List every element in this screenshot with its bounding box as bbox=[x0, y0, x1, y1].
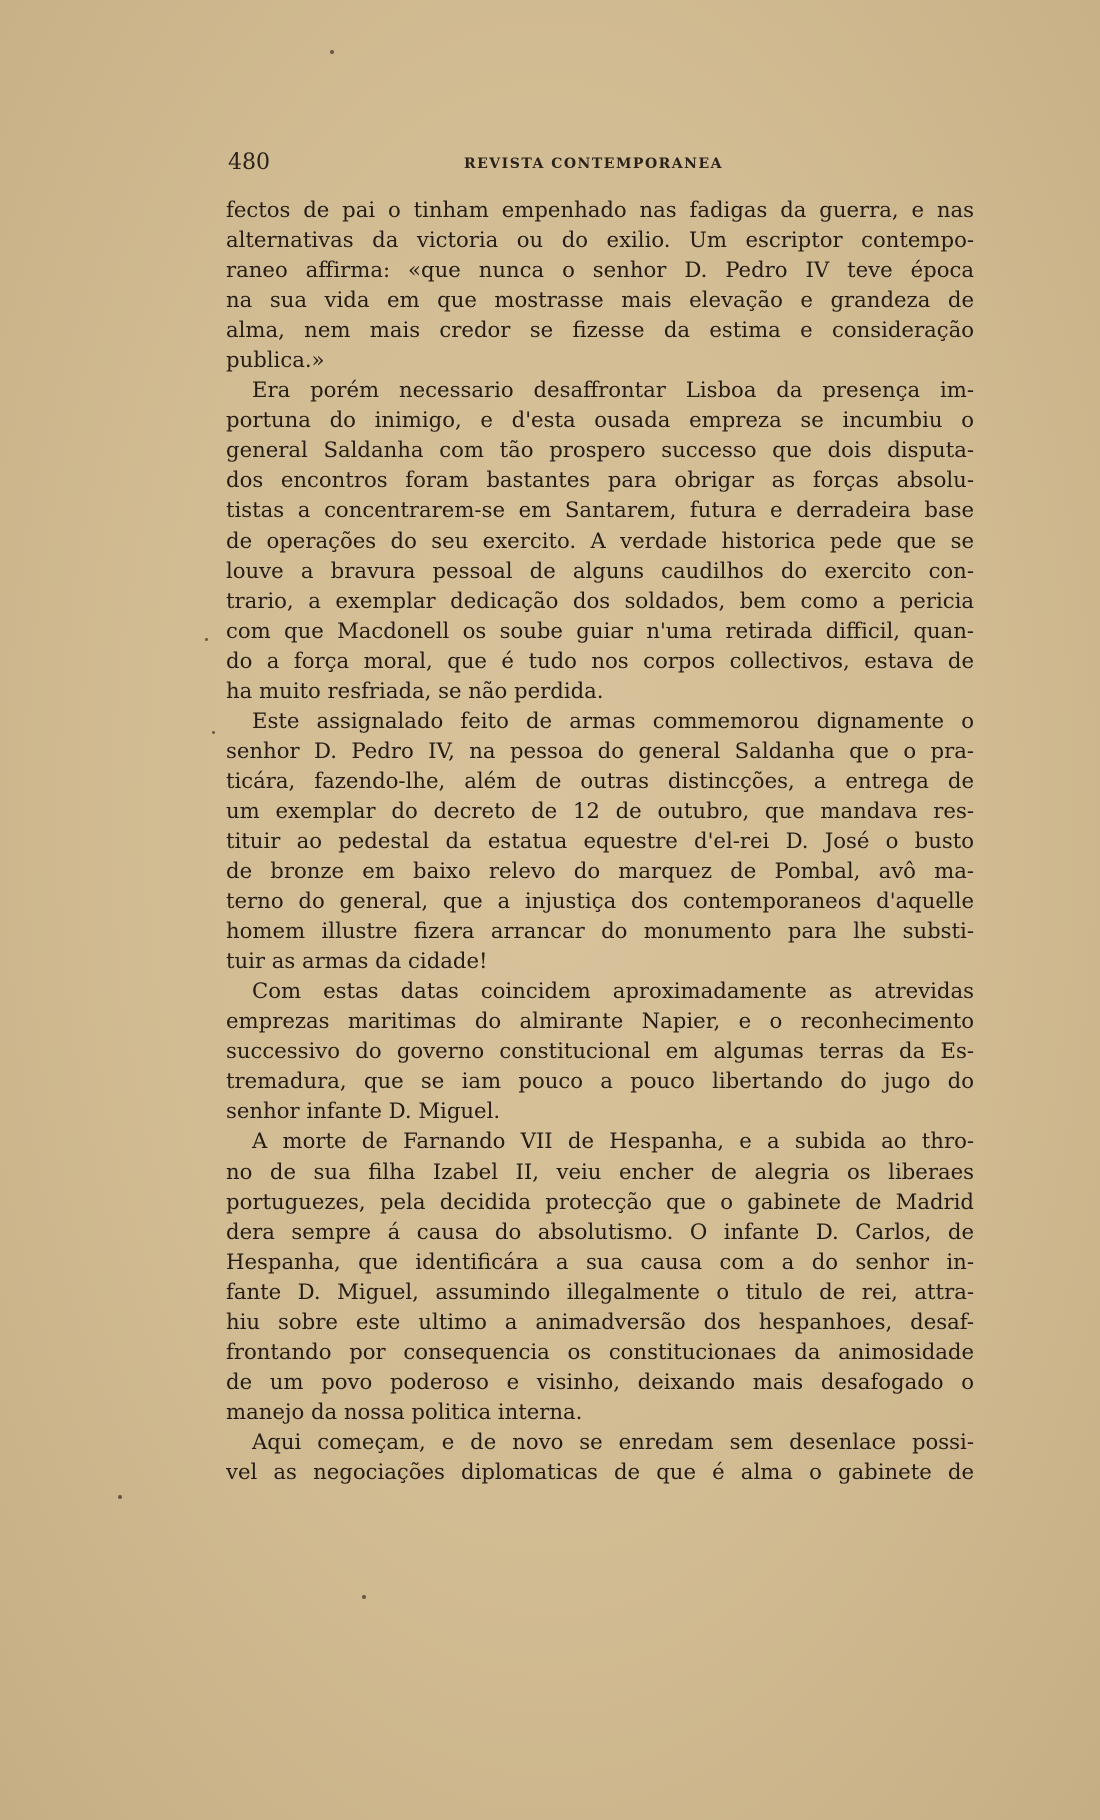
text-line: Este assignalado feito de armas commemorou dignamente o bbox=[252, 707, 974, 733]
text-line: raneo affirma: «que nunca o senhor D. Pedro IV teve época bbox=[226, 257, 974, 283]
text-line: de um povo poderoso e visinho, deixando mais desafogado o bbox=[226, 1368, 974, 1394]
text-line: fante D. Miguel, assumindo illegalmente o titulo de rei, attra- bbox=[226, 1278, 974, 1304]
text-line: ha muito resfriada, se não perdida. bbox=[226, 677, 604, 703]
paper-speck bbox=[330, 50, 334, 54]
text-line: successivo do governo constitucional em algumas terras da Es- bbox=[226, 1038, 974, 1064]
text-line: dera sempre á causa do absolutismo. O infante D. Carlos, de bbox=[226, 1218, 974, 1244]
text-line: de operações do seu exercito. A verdade historica pede que se bbox=[226, 527, 974, 553]
text-line: de bronze em baixo relevo do marquez de Pombal, avô ma- bbox=[226, 858, 974, 884]
text-line: do a força moral, que é tudo nos corpos collectivos, estava de bbox=[226, 647, 974, 673]
text-line: senhor D. Pedro IV, na pessoa do general Saldanha que o pra- bbox=[226, 737, 974, 763]
text-line: terno do general, que a injustiça dos contemporaneos d'aquelle bbox=[226, 888, 974, 914]
text-line: fectos de pai o tinham empenhado nas fadigas da guerra, e nas bbox=[226, 197, 974, 222]
body-text bbox=[226, 195, 974, 1487]
text-line: publica.» bbox=[226, 347, 325, 373]
page-number: 480 bbox=[228, 150, 270, 175]
text-line: tuir as armas da cidade! bbox=[226, 948, 488, 974]
text-line: com que Macdonell os soube guiar n'uma retirada difficil, quan- bbox=[226, 617, 974, 643]
text-line: no de sua filha Izabel II, veiu encher de alegria os liberaes bbox=[226, 1158, 974, 1184]
text-line: tistas a concentrarem-se em Santarem, futura e derradeira base bbox=[226, 497, 974, 523]
text-line: tituir ao pedestal da estatua equestre d'el-rei D. José o busto bbox=[226, 827, 974, 853]
text-line: Aqui começam, e de novo se enredam sem desenlace possi- bbox=[252, 1428, 974, 1454]
text-line: frontando por consequencia os constitucionaes da animosidade bbox=[226, 1338, 974, 1364]
text-line: Com estas datas coincidem aproximadamente as atrevidas bbox=[252, 978, 974, 1004]
text-line: portuna do inimigo, e d'esta ousada empreza se incumbiu o bbox=[226, 407, 974, 433]
text-line: senhor infante D. Miguel. bbox=[226, 1098, 501, 1124]
text-line: manejo da nossa politica interna. bbox=[226, 1398, 583, 1424]
paper-speck bbox=[362, 1595, 366, 1599]
page-header bbox=[228, 150, 973, 180]
text-line: vel as negociações diplomaticas de que é alma o gabinete de bbox=[226, 1458, 974, 1484]
text-line: emprezas maritimas do almirante Napier, e o reconhecimento bbox=[226, 1008, 974, 1034]
text-line: Era porém necessario desaffrontar Lisboa da presença im- bbox=[252, 377, 974, 403]
text-line: tremadura, que se iam pouco a pouco libertando do jugo do bbox=[226, 1068, 974, 1094]
text-line: ticára, fazendo-lhe, além de outras distincções, a entrega de bbox=[226, 767, 974, 793]
paper-speck bbox=[205, 638, 208, 641]
text-line: trario, a exemplar dedicação dos soldados, bem como a pericia bbox=[226, 587, 974, 613]
running-title: REVISTA CONTEMPORANEA bbox=[464, 156, 723, 172]
text-line: portuguezes, pela decidida protecção que o gabinete de Madrid bbox=[226, 1188, 974, 1214]
text-line: homem illustre fizera arrancar do monumento para lhe substi- bbox=[226, 918, 974, 944]
text-line: general Saldanha com tão prospero successo que dois disputa- bbox=[226, 437, 974, 463]
text-line: na sua vida em que mostrasse mais elevação e grandeza de bbox=[226, 287, 974, 313]
text-line: louve a bravura pessoal de alguns caudilhos do exercito con- bbox=[226, 557, 974, 583]
text-line: hiu sobre este ultimo a animadversão dos hespanhoes, desaf- bbox=[226, 1308, 974, 1334]
paper-speck bbox=[212, 731, 215, 734]
paper-speck bbox=[118, 1495, 122, 1499]
text-line: alternativas da victoria ou do exilio. Um escriptor contempo- bbox=[226, 227, 974, 253]
text-line: dos encontros foram bastantes para obrigar as forças absolu- bbox=[226, 467, 974, 493]
text-line: um exemplar do decreto de 12 de outubro, que mandava res- bbox=[226, 797, 974, 823]
text-line: alma, nem mais credor se fizesse da estima e consideração bbox=[226, 317, 974, 343]
text-line: A morte de Farnando VII de Hespanha, e a subida ao thro- bbox=[252, 1128, 974, 1154]
text-line: Hespanha, que identificára a sua causa com a do senhor in- bbox=[226, 1248, 974, 1274]
